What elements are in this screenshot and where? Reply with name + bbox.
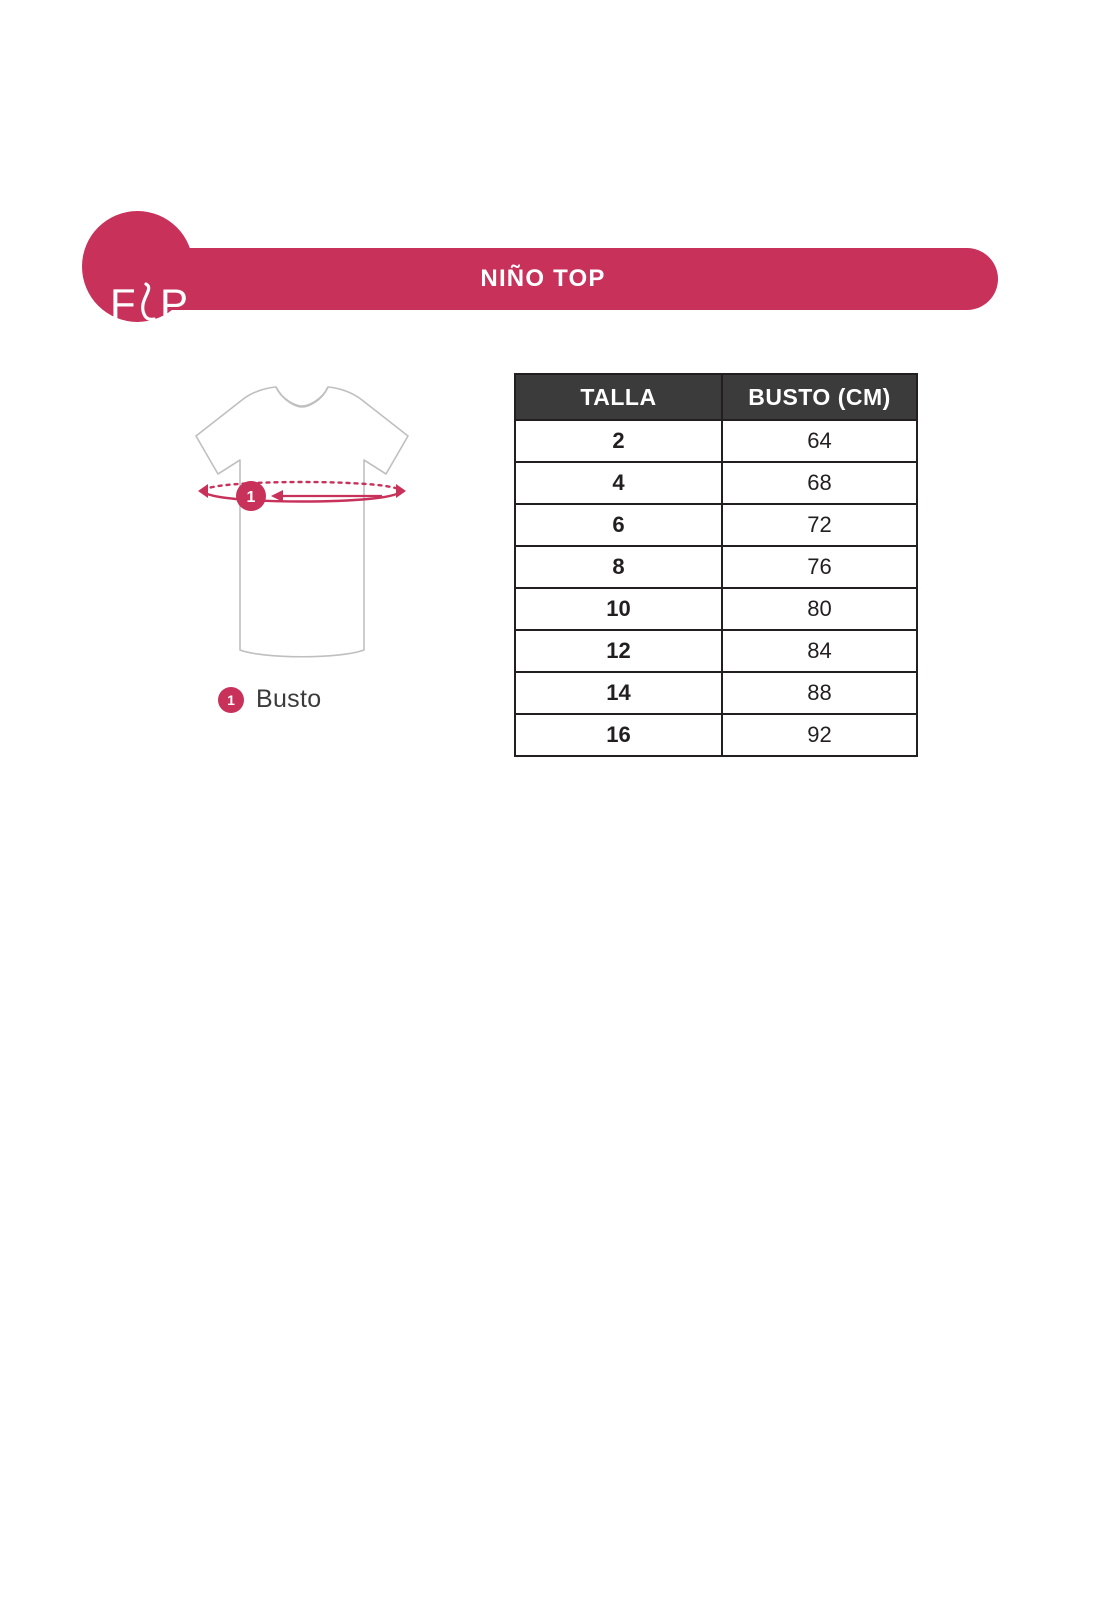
table-row: [515, 672, 917, 714]
cell-talla: 10: [515, 588, 722, 630]
table-row: [515, 588, 917, 630]
table-row: [515, 546, 917, 588]
table-row: [515, 630, 917, 672]
cell-busto: 92: [722, 714, 917, 756]
cell-busto: 68: [722, 462, 917, 504]
table-row: [515, 714, 917, 756]
table-header-row: [515, 374, 917, 420]
cell-busto: 84: [722, 630, 917, 672]
cell-busto: 80: [722, 588, 917, 630]
page-header: [88, 248, 998, 327]
garment-illustration: [150, 378, 450, 668]
cell-busto: 64: [722, 420, 917, 462]
cell-talla: 12: [515, 630, 722, 672]
cell-busto: 72: [722, 504, 917, 546]
column-header-talla: TALLA: [515, 374, 722, 420]
cell-talla: 14: [515, 672, 722, 714]
table-row: [515, 504, 917, 546]
legend-label: Busto: [256, 685, 322, 713]
cell-busto: 76: [722, 546, 917, 588]
size-chart-table: [514, 373, 918, 757]
cell-talla: 16: [515, 714, 722, 756]
svg-text:F: F: [110, 280, 136, 327]
svg-text:P: P: [160, 280, 189, 327]
illustration-marker-label: 1: [246, 489, 256, 506]
legend: [218, 685, 321, 714]
table-row: [515, 462, 917, 504]
cell-talla: 8: [515, 546, 722, 588]
cell-busto: 88: [722, 672, 917, 714]
legend-badge-icon: 1: [218, 687, 244, 713]
table-row: [515, 420, 917, 462]
column-header-busto: BUSTO (CM): [722, 374, 917, 420]
cell-talla: 4: [515, 462, 722, 504]
cell-talla: 6: [515, 504, 722, 546]
fsp-logo-icon: [88, 248, 199, 359]
page-title: NIÑO TOP: [480, 265, 606, 292]
cell-talla: 2: [515, 420, 722, 462]
